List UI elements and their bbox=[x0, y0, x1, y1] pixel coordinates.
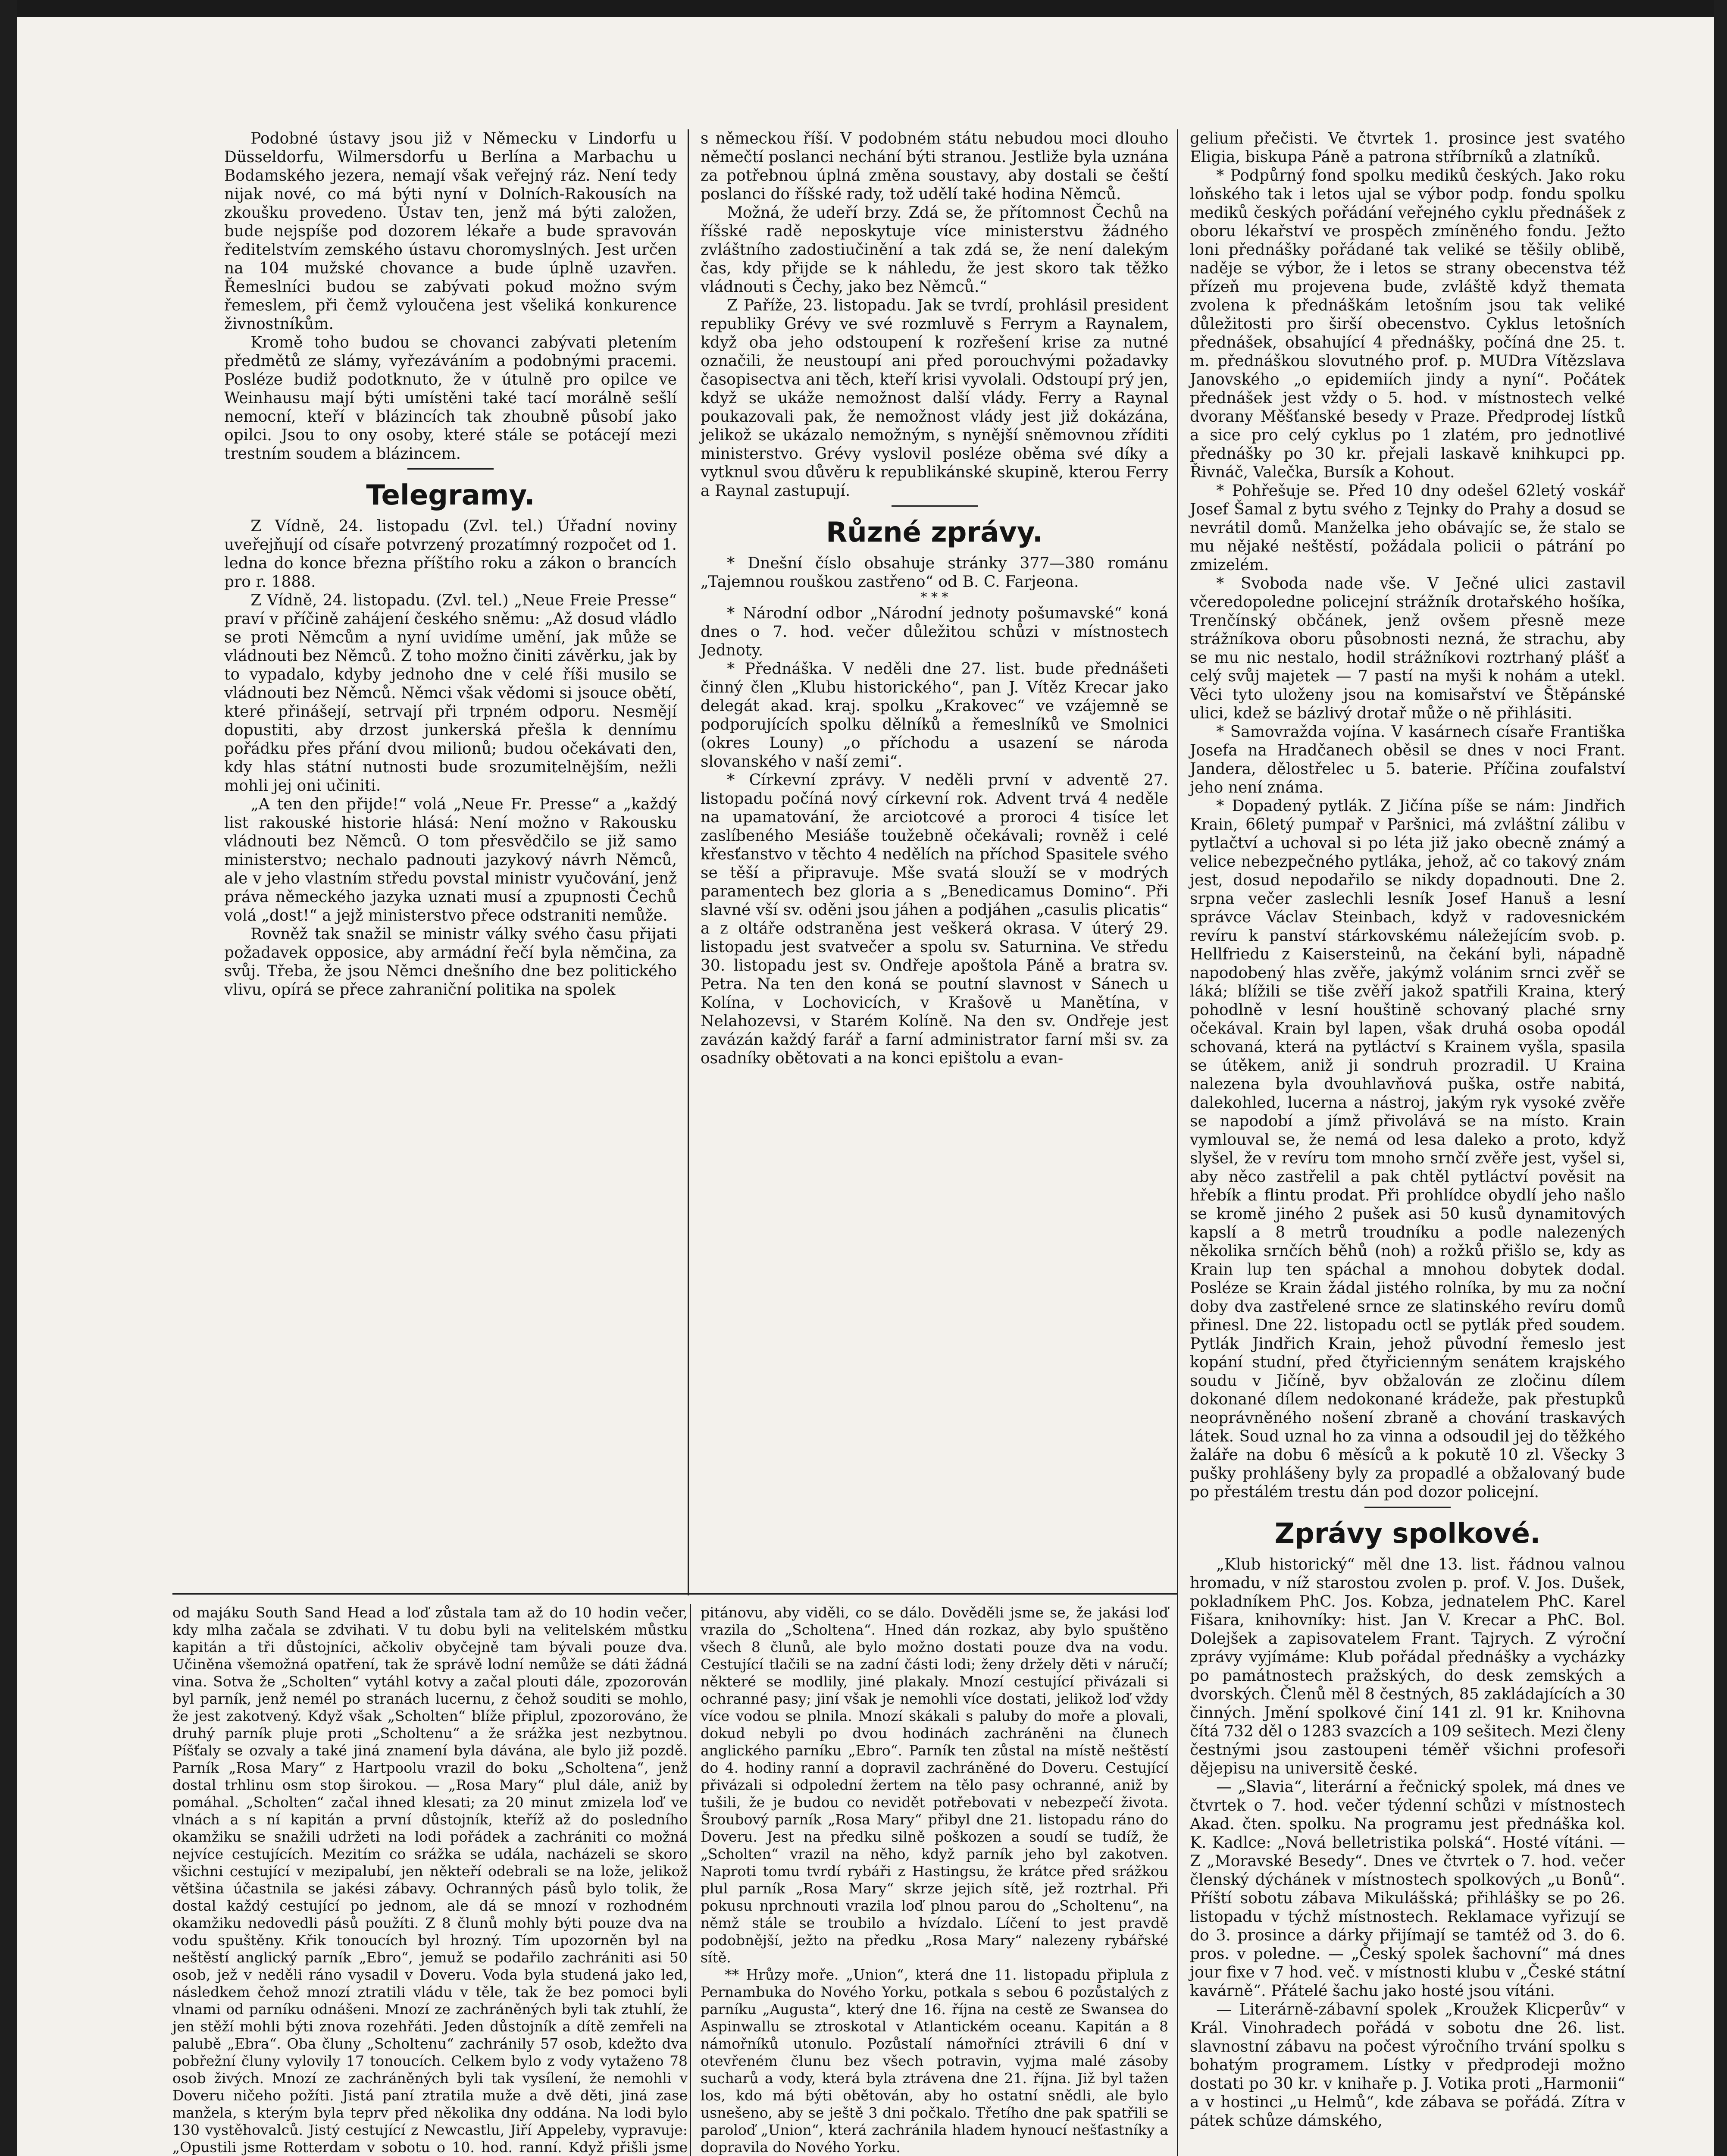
scan-border-top bbox=[0, 0, 1727, 17]
column-rule bbox=[1177, 129, 1178, 2156]
column-right bbox=[1190, 129, 1625, 2130]
club-item: — „Slavia“, literární a řečnický spolek, má dnes ve čtvrtek o 7. hod. večer týdenní schůzi v místnostech Akad. čten. spolku. Na programu jest přednáška kol. K. Kadlce: „Nová belletristika polská“. Hosté vítáni. — Z „Moravské Besedy“. Dnes ve čtvrtek o 7. hod. večer členský dýchánek v místnostech spolkových „u Bonů“. Příští sobotu zábava Mikulášská; přihlášky se po 26. listopadu v týchž místnostech. Reklamace vyřizují se do 3. prosince a dárky přijímají se tamtéž od 3. do 6. pros. v poledne. — „Český spolek šachovní“ má dnes jour fixe v 7 hod. več. v místnosti klubu v „České státní kavárně“. Přátelé šachu jako hosté jsou vítáni. bbox=[1190, 1778, 1625, 2000]
telegram-item: Z Vídně, 24. listopadu (Zvl. tel.) Úřadní noviny uveřejňují od císaře potvrzený prozatímný rozpočet od 1. ledna do konce března příštího roku a zákon o brancích pro r. 1888. bbox=[224, 517, 677, 591]
article-paragraph: pitánovu, aby viděli, co se dálo. Dověděli jsme se, že jakási loď vrazila do „Scholtena“. Hned dán rozkaz, aby bylo spuštěno všech 8 člunů, ale bylo možno dostati pouze dva na vodu. Cestující tlačili se na zadní části lodi; ženy držely děti v náručí; některé se modlily, jiné plakaly. Mnozí cestující přivázali si ochranné pasy; jiní však je nemohli více dostati, jelikož loď vždy více vodou se plnila. Mnozí skákali s paluby do moře a plovali, dokud nebyli po dvou hodinách zachráněni na člunech anglického parníku „Ebro“. Parník ten zůstal na místě neštěstí do 4. hodiny ranní a dopravil zachráněné do Doveru. Cestující přivázali si odpolední žertem na tělo pasy ochranné, aniž by tušili, že je budou co nevidět potřebovati v nebezpečí života. Šroubový parník „Rosa Mary“ přibyl dne 21. listopadu ráno do Doveru. Jest na předku silně poškozen a soudí se tudíž, že „Scholten“ vrazil na něho, když parník jeho byl zakotven. Naproti tomu tvrdí rybáři z Hastingsu, že krátce před srážkou plul parník „Rosa Mary“ skrze jejich sítě, jež roztrhal. Při pokusu nprchnouti vrazila loď plnou parou do „Scholtenu“, na němž stále se troubilo a hvízdalo. Líčení to jest pravdě podobnější, ježto na předku „Rosa Mary“ nalezeny rybářské sítě. bbox=[701, 1604, 1168, 1966]
column-rule bbox=[690, 1604, 691, 2156]
news-item: ** Hrůzy moře. „Union“, která dne 11. listopadu připlula z Pernambuka do Nového Yorku, potkala s sebou 6 pozůstalých z parníku „Augusta“, který dne 16. října na cestě ze Swansea do Aspinwallu se ztroskotal v Atlantickém oceanu. Kapitán a 8 námořníků utonulo. Pozůstalí námořníci ztrávili 6 dní v otevřeném člunu bez všech potravin, vyjma malé zásoby sucharů a vody, která byla ztrávena dne 21. října. Již byl tažen los, kdo má býti obětován, aby ho ostatní snědli, ale bylo usnešeno, aby se ještě 3 dni počkalo. Třetího dne pak spatřili se paroloď „Union“, která zachránila hladem hynoucí nešťastníky a dopravila do Nového Yorku. bbox=[701, 1966, 1168, 2156]
telegram-item: Rovněž tak snažil se ministr války svého času přijati požadavek opposice, aby armádní řečí byla němčina, za svůj. Třeba, že jsou Němci dnešního dne bez politického vlivu, opírá se přece zahraniční politika na spolek bbox=[224, 925, 677, 999]
divider bbox=[892, 505, 978, 507]
section-rule bbox=[172, 1593, 1177, 1595]
news-item: * Samovražda vojína. V kasárnech císaře Františka Josefa na Hradčanech oběsil se dnes v noci Frant. Jandera, dělostřelec u 5. baterie. Příčina zoufalství jeho není známa. bbox=[1190, 723, 1625, 796]
newspaper-page bbox=[172, 129, 1630, 2156]
section-heading-news: Různé zprávy. bbox=[826, 517, 1043, 548]
telegram-item: Z Vídně, 24. listopadu. (Zvl. tel.) „Neue Freie Presse“ praví v příčině zahájení českého sněmu: „Až dosud vládlo se proti Němcům a nyní uvidíme umění, jak může se vládnouti bez Němců. Z toho možno činiti závěrku, jak by to vypadalo, kdyby jednoho dne v celé říši musilo se vládnouti bez Němců. Němci však vědomi si jsouce obětí, které přinášejí, setrvají při trpném odporu. Nesmějí dopustiti, aby drzost junkerská přešla k dennímu pořádku přes přání dvou milionů; budou očekávati den, kdy hlas státní nutnosti bude srozumitelnějším, nežli mohli jej oni učiniti. bbox=[224, 592, 677, 795]
news-item: * Přednáška. V neděli dne 27. list. bude přednášeti činný člen „Klubu historického“, pan J. Vítěz Krecar jako delegát akad. kraj. spolku „Krakovec“ ve vzájemně se podporujících spolku dělníků a řemeslníků ve Smolnici (okres Louny) „o příchodu a usazení se národa slovanského v naší zemi“. bbox=[701, 660, 1168, 771]
article-paragraph: s německou říší. V podobném státu nebudou moci dlouho němečtí poslanci nechání býti stranou. Jestliže byla uznána za potřebnou úplná změna soustavy, aby dostali se čeští poslanci do říšské rady, tož udělí také hodina Němců. bbox=[701, 130, 1168, 203]
column-middle bbox=[701, 129, 1168, 1068]
club-item: — Literárně-zábavní spolek „Kroužek Klicperův“ v Král. Vinohradech pořádá v sobotu dne 26. list. slavnostní zábavu na počest výročního trvání spolku s bohatým programem. Lístky v předprodeji možno dostati po 30 kr. v knihaře p. J. Votika proti „Harmonii“ a v hostinci „u Helmů“, kde zábava se pořádá. Zítra v pátek schůze dámského, bbox=[1190, 2001, 1625, 2130]
column-bottom-middle bbox=[701, 1604, 1168, 2156]
section-heading-telegrams: Telegramy. bbox=[366, 479, 535, 511]
article-paragraph: Kromě toho budou se chovanci zabývati pletením předmětů ze slámy, vyřezáváním a podobnými pracemi. Posléze budiž podotknuto, že v útulně pro opilce ve Weinhausu mají býti umístěni také tací morálně sešlí nemocní, kteří v blázincích tak zhoubně působí jako opilci. Jsou to ony osoby, které stále se potácejí mezi trestním soudem a blázincem. bbox=[224, 334, 677, 463]
news-item: * Dnešní číslo obsahuje stránky 377—380 románu „Tajemnou rouškou zastřeno“ od B. C. Farjeona. bbox=[701, 555, 1168, 591]
divider bbox=[407, 468, 494, 470]
column-left bbox=[224, 129, 677, 999]
article-paragraph: gelium přečisti. Ve čtvrtek 1. prosince jest svatého Eligia, biskupa Páně a patrona stříbrníků a zlatníků. bbox=[1190, 130, 1625, 166]
news-item: * Církevní zprávy. V neděli první v adventě 27. listopadu počíná nový církevní rok. Advent trvá 4 neděle na upamatování, že arciotcové a proroci 4 tisíce let zaslíbeného Mesiáše toužebně očekávali; rovněž i celé křesťanstvo v těchto 4 nedělích na příchod Spasitele svého se těší a připravuje. Mše svatá slouží se v modrých paramentech bez gloria a s „Benedicamus Domino“. Při slavné vší sv. oděni jsou jáhen a podjáhen „casulis plicatis“ a z oltáře odstraněna jest veškerá okrasa. V úterý 29. listopadu jest svatvečer a spolu sv. Saturnina. Ve středu 30. listopadu jest sv. Ondřeje apoštola Páně a bratra sv. Petra. Na ten den koná se poutní slavnost v Sánech u Kolína, v Lochovicích, v Krašově u Manětína, v Nelahozevsi, v Starém Kolíně. Na den sv. Ondřeje jest zavázán každý farář a farní administrator farní mši sv. za osadníky obětovati a na konci epištolu a evan- bbox=[701, 771, 1168, 1067]
news-item: * Pohřešuje se. Před 10 dny odešel 62letý voskář Josef Šamal z bytu svého z Tejnky do Prahy a dosud se nevrátil domů. Manželka jeho obávajíc se, že stalo se mu nějaké neštěstí, požádala policii o pátrání po zmizelém. bbox=[1190, 482, 1625, 574]
scan-border-right bbox=[1714, 0, 1727, 2156]
article-paragraph: Podobné ústavy jsou již v Německu v Lindorfu u Düsseldorfu, Wilmersdorfu u Berlína a Marbachu u Bodamského jezera, nemají však veřejný ráz. Není tedy nijak nové, co má býti nyní v Dolních-Rakousích na zkoušku provedeno. Ústav ten, jenž má býti založen, bude nejspíše pod dozorem lékaře a bude spravován ředitelstvím zemského ústavu choromyslných. Jest určen na 104 mužské chovance a bude úplně uzavřen. Řemeslníci budou se zabývati pokud možno svým řemeslem, při čemž vyloučena jest všeliká konkurence živnostníkům. bbox=[224, 130, 677, 333]
scan-border-left bbox=[0, 0, 17, 2156]
divider bbox=[1364, 1507, 1451, 1508]
news-item: * Podpůrný fond spolku mediků českých. Jako roku loňského tak i letos ujal se výbor podp. fondu spolku mediků českých pořádání veřejného cyklu přednášek z oboru lékařství ve prospěch zmíněného fondu. Ježto loni přednášky pořádané tak veliké se těšily oblibě, naděje se výbor, že i letos se strany obecenstva též přízeň mu projevena bude, zvláště když themata zvolena k přednáškám letošním jsou tak veliké důležitosti pro širší obecenstvo. Cyklus letošních přednášek, obsahující 4 přednášky, počíná dne 25. t. m. přednáškou slovutného prof. p. MUDra Vítězslava Janovského „o epidemiích jindy a nyní“. Počátek přednášek jest vždy o 5. hod. v místnostech velké dvorany Měšťanské besedy v Praze. Předprodej lístků a sice pro celý cyklus po 1 zlatém, pro jednotlivé přednášky po 30 kr. přejali laskavě knihkupci pp. Řivnáč, Valečka, Bursík a Kohout. bbox=[1190, 167, 1625, 481]
news-item: * Dopadený pytlák. Z Jičína píše se nám: Jindřich Krain, 66letý pumpař v Paršnici, má zvláštní zálibu v pytlačtví a uchoval si po léta již jako obecně známý a velice nebezpečného pytláka, jehož, ač co takový znám jest, dosud nepodařilo se nikdy dopadnouti. Dne 2. srpna večer zaslechli lesník Josef Hanuš a lesní správce Václav Steinbach, když v radovesnickém revíru k panství stárkovskému náležejícím svob. p. Hellfriedu z Kaisersteinů, na čekání byli, nápadně napodobený hlas zvěře, jakýmž volánim srnci zvěř se láká; blížili se tiše zvěří jakož spatřili Kraina, který pohodlně v lesní houštině schovaný plaché srny očekával. Krain byl lapen, však druhá osoba opodál schovaná, která na pytláctví s Krainem vyšla, spasila se útěkem, aniž ji sondruh prozradil. U Kraina nalezena byla dvouhlavňová puška, ostře nabitá, dalekohled, lucerna a nástroj, jakým ryk vysoké zvěře se napodobí a jímž přivolává se na místo. Krain vymlouval se, že nemá od lesa daleko a proto, když slyšel, že v revíru tom mnoho srnčí zvěře jest, vyšel si, aby něco zastřelil a pak chtěl pytláctví pověsit na hřebík a flintu prodat. Při prohlídce obydlí jeho našlo se kromě jiného 2 pušek asi 50 kusů dynamitových kapslí a 8 metrů troudníku a podle nalezených několika srnčích běhů (noh) a rožků přišlo se, kdy as Krain lup ten spáchal a mnohou dobytek dodal. Posléze se Krain žádal jistého rolníka, by mu za noční doby dva zastřelené srnce ze slatinského revíru domů přinesl. Dne 22. listopadu octl se pytlák před soudem. Pytlák Jindřich Krain, jehož původní řemeslo jest kopání studní, před čtyřicienným senátem krajského soudu v Jičíně, byv obžalován ze zločinu dílem dokonané dílem nedokonané krádeže, pak přestupků neoprávněného nošení zbraně a chování traskavých látek. Soud uznal ho za vinna a odsoudil jej do těžkého žaláře na dobu 6 měsíců a k pokutě 10 zl. Všecky 3 pušky prohlášeny byly za propadlé a obžalovaný bude po přestálém trestu dán pod dozor policejní. bbox=[1190, 797, 1625, 1501]
section-heading-clubs: Zprávy spolkové. bbox=[1274, 1518, 1541, 1550]
news-item: * Národní odbor „Národní jednoty pošumavské“ koná dnes o 7. hod. večer důležitou schůzi v místnostech Jednoty. bbox=[701, 605, 1168, 659]
telegram-item: „A ten den přijde!“ volá „Neue Fr. Presse“ a „každý list rakouské historie hlásá: Není možno v Rakousku vládnouti bez Němců. O tom přesvědčilo se již samo ministerstvo; nechalo padnouti jazykový návrh Němců, ale v jeho vlastním středu povstal ministr vyučování, jenž práva německého jazyka uznati musí a zpupnosti Čechů volá „dost!“ a jejž ministerstvo přece odstraniti nemůže. bbox=[224, 796, 677, 924]
column-bottom-left bbox=[172, 1604, 688, 2156]
article-paragraph: od majáku South Sand Head a loď zůstala tam až do 10 hodin večer, kdy mlha začala se zdvihati. V tu dobu byli na velitelském můstku kapitán a tři důstojníci, ačkoliv obyčejně tam bývali pouze dva. Učiněna všemožná opatření, tak že správě lodní nemůže se dáti žádná vina. Sotva že „Scholten“ vytáhl kotvy a začal plouti dále, zpozorován byl parník, jenž nemél po stranách lucernu, z čehož souditi se mohlo, že jest zakotvený. Když však „Scholten“ blíže připlul, zpozorováno, že druhý parník plujе proti „Scholtenu“ a že srážka jest nezbytnou. Píšťaly se ozvaly a také jiná znamení byla dávána, ale bylo již pozdě. Parník „Rosa Mary“ z Hartpoolu vrazil do boku „Scholtena“, jenž dostal trhlinu osm stop širokou. — „Rosa Mary“ plul dále, aniž by pomáhal. „Scholten“ začal ihned klesati; za 20 minut zmizela loď ve vlnách a s ní kapitán a první důstojník, kteříž až do posledního okamžiku se snažili udržeti na lodi pořádek a zachrániti co možná nejvíce cestujících. Mezitím co srážka se udála, nacházeli se skoro všichni cestující v mezipalubí, jen někteří odebrali se na lože, jelikož většina účastnila se jakési zábavy. Ochranných pásů bylo tolik, že dostal každý cestující po jednom, ale dá se mnozí v rozhodném okamžiku nedovedli pásů použíti. Z 8 člunů mohly býti pouze dva na vodu spuštěny. Křik tonoucích byl hrozný. Tím upozorněn byl na neštěstí anglický parník „Ebro“, jemuž se podařilo zachrániti asi 50 osob, jež v neděli ráno vysadil v Doveru. Voda byla studená jako led, následkem čehož mnozí ztratili vládu v těle, tak že bez pomoci byli vlnami od parníku odnášeni. Mnozí ze zachráněných byli tak ztuhlí, že jen stěží mohli býti znova rozehřáti. Jeden důstojník a dítě zemřeli na palubě „Ebra“. Oba čluny „Scholtenu“ zachránily 57 osob, kdežto dva pobřežní čluny vylovily 17 tonoucích. Celkem bylo z vody vytaženo 78 osob živých. Mnozí ze zachráněných byli tak vysílení, že nemohli v Doveru ničeho požíti. Jistá paní ztratila muže a dvě děti, jiná zase manžela, s kterým byla teprv před několika dny oddána. Na lodi bylo 130 vystěhovalců. Jistý cestující z Newcastlu, Jiří Appeleby, vypravuje: „Opustili jsme Rotterdam v sobotu o 10. hod. ranní. Když přišli jsme bbox=[172, 1604, 688, 2156]
article-paragraph: Z Paříže, 23. listopadu. Jak se tvrdí, prohlásil president republiky Grévy ve své rozmluvě s Ferrym a Raynalem, když oba jeho odstoupení k rozřešení krise za nutné označili, že neustoupí ani před porouchvými požadavky časopisectva ani těch, kteří krisi vyvolali. Odstoupí prý jen, když se ukáže nemožnost další vlády. Ferry a Raynal poukazovali pak, že nemožnost vlády jest již dokázána, jelikož se ukázalo nemožným, s nynější sněmovnou zříditi ministerstvo. Grévy vyslovil posléze oběma své díky a vytknul svou důvěru k republikánské skupině, kterou Ferry a Raynal zastupují. bbox=[701, 297, 1168, 500]
ornament-stars: * * * bbox=[920, 590, 948, 605]
column-rule bbox=[688, 129, 689, 1595]
club-item: „Klub historický“ měl dne 13. list. řádnou valnou hromadu, v níž starostou zvolen p. prof. V. Jos. Dušek, pokladníkem PhC. Jos. Kobza, jednatelem PhC. Karel Fišara, knihovníky: hist. Jan V. Krecar a PhC. Bol. Dolejšek a zapisovatelem Frant. Tajrych. Z výroční zprávy vyjímáme: Klub pořádal přednášky a vycházky po památnostech pražských, do desk zemských a dvorských. Členů měl 8 čestných, 85 zakládajících a 30 činných. Jmění spolkové činí 141 zl. 91 kr. Knihovna čítá 732 děl o 1283 svazcích a 109 sešitech. Mezi členy čestnými jsou zastoupeni téměř všichni profesoři dějepisu na universitě české. bbox=[1190, 1556, 1625, 1777]
article-paragraph: Možná, že udeří brzy. Zdá se, že přítomnost Čechů na říšské radě neposkytuje více ministerstvu žádného zvláštního zadostiučinění a tak zdá se, že není dalekým čas, kdy přijde se k náhledu, že jest skoro tak těžko vládnouti s Čechy, jako bez Němců.“ bbox=[701, 204, 1168, 296]
news-item: * Svoboda nade vše. V Ječné ulici zastavil včeredopoledne policejní strážník drotařského hošíka, Trenčínský občánek, jenž ovšem přesně meze strážníkova oboru působnosti nezná, že strachu, aby se mu nic nestalo, hodil strážníkovi roztrhaný plášť a celý svůj majetek — 7 pastí na myši k nohám a utekl. Věci tyto uloženy jsou na komisařství ve Štěpánské ulici, kdež se bázlivý drotař může o ně přihlásiti. bbox=[1190, 575, 1625, 722]
